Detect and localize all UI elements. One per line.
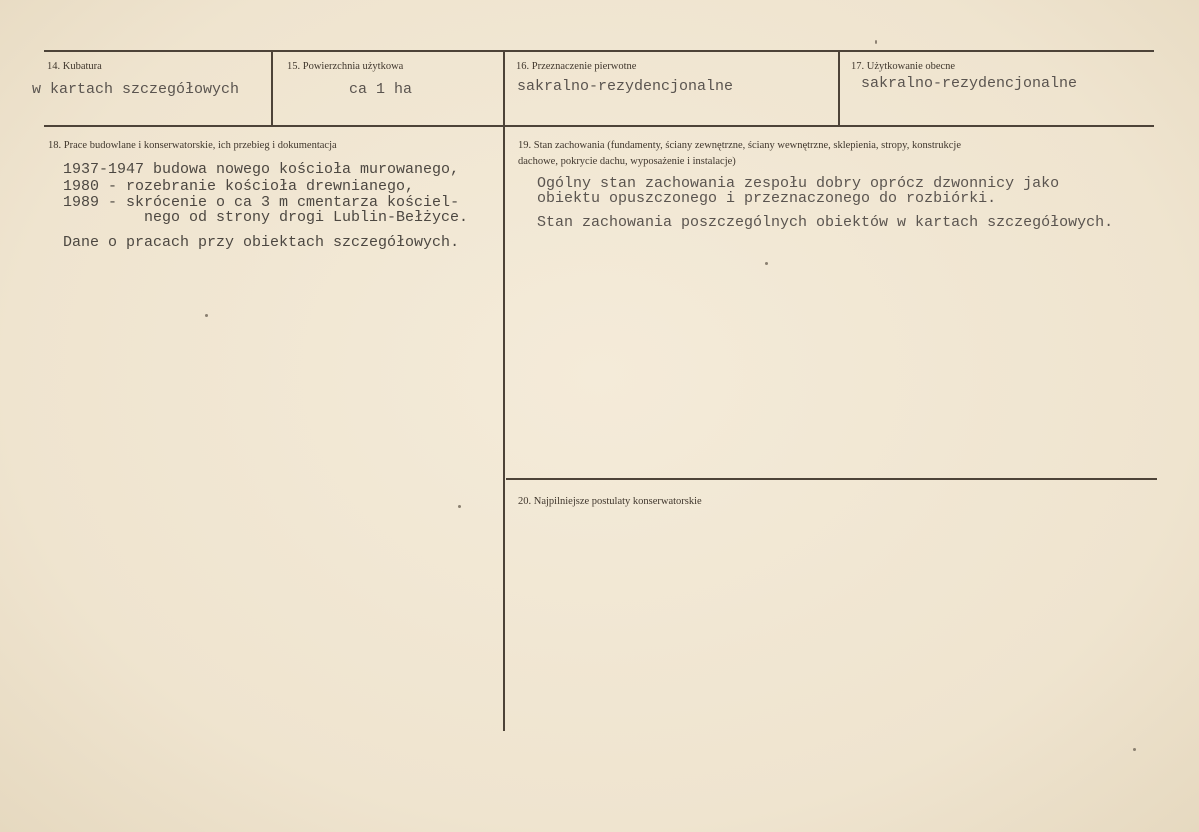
field-18-line-2: 1980 - rozebranie kościoła drewnianego, (63, 178, 415, 195)
divider-15-16 (503, 51, 505, 731)
field-15-label: 15. Powierzchnia użytkowa (287, 61, 404, 72)
field-19-line-3: Stan zachowania poszczególnych obiektów w kartach szczegółowych. (537, 214, 1114, 231)
field-18-line-5: Dane o pracach przy obiektach szczegółowych. (63, 234, 460, 251)
top-rule (44, 50, 1154, 52)
paper-speck (765, 262, 768, 265)
field-19-line-1: Ogólny stan zachowania zespołu dobry oprócz dzwonnicy jako (537, 175, 1060, 192)
section-20-rule (506, 478, 1157, 480)
field-19-label-line-1: 19. Stan zachowania (fundamenty, ściany zewnętrzne, ściany wewnętrzne, sklepienia, stropy, konstrukcje (518, 140, 961, 151)
field-14-label: 14. Kubatura (47, 61, 102, 72)
paper-speck (1133, 748, 1136, 751)
paper-speck (875, 40, 877, 44)
divider-14-15 (271, 51, 273, 126)
paper-speck (458, 505, 461, 508)
field-18-line-3: 1989 - skrócenie o ca 3 m cmentarza kościel- (63, 194, 460, 211)
middle-rule (44, 125, 1154, 127)
field-17-label: 17. Użytkowanie obecne (851, 61, 956, 72)
paper-speck (205, 314, 208, 317)
field-17-value: sakralno-rezydencjonalne (861, 75, 1078, 92)
field-16-label: 16. Przeznaczenie pierwotne (516, 61, 637, 72)
divider-16-17 (838, 51, 840, 126)
field-19-line-2: obiektu opuszczonego i przeznaczonego do rozbiórki. (537, 190, 997, 207)
field-18-line-4: nego od strony drogi Lublin-Bełżyce. (144, 209, 469, 226)
field-15-value: ca 1 ha (349, 81, 413, 98)
field-14-value: w kartach szczegółowych (32, 81, 240, 98)
field-18-label: 18. Prace budowlane i konserwatorskie, ich przebieg i dokumentacja (48, 140, 337, 151)
field-19-label-line-2: dachowe, pokrycie dachu, wyposażenie i instalacje) (518, 156, 736, 167)
field-18-line-1: 1937-1947 budowa nowego kościoła murowanego, (63, 161, 460, 178)
field-16-value: sakralno-rezydencjonalne (517, 78, 734, 95)
field-20-label: 20. Najpilniejsze postulaty konserwatorskie (518, 496, 702, 507)
